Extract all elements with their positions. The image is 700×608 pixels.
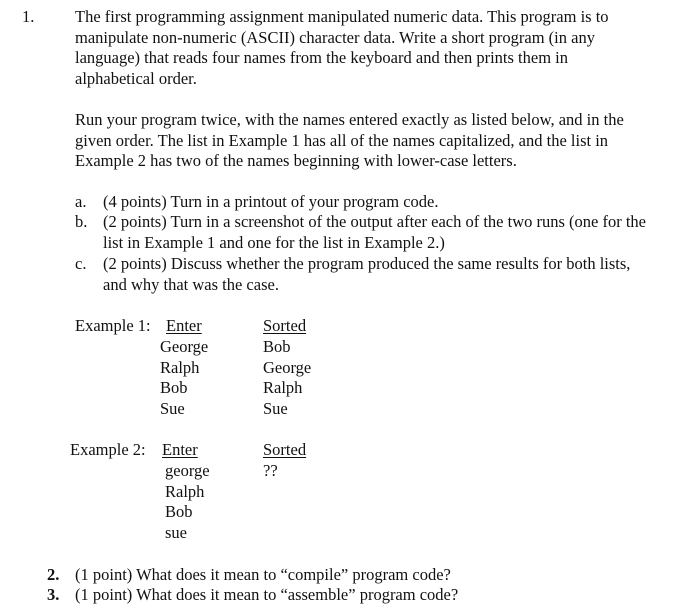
paragraph-line: language) that reads four names from the keyboard and then prints them in bbox=[75, 48, 569, 67]
question-1-paragraph-2 bbox=[75, 110, 624, 172]
part-line: (2 points) Discuss whether the program produced the same results for both lists, bbox=[103, 254, 631, 273]
list-item: ?? bbox=[263, 461, 278, 480]
paragraph-line: given order. The list in Example 1 has all of the names capitalized, and the list in bbox=[75, 130, 609, 150]
part-c-text bbox=[103, 254, 630, 295]
part-c-label: c. bbox=[75, 254, 87, 273]
part-a-text bbox=[103, 192, 438, 213]
paragraph-line: Example 2 has two of the names beginning with lower-case letters. bbox=[75, 151, 517, 170]
list-item: Bob bbox=[263, 337, 291, 356]
list-item: Bob bbox=[165, 502, 193, 521]
paragraph-line: manipulate non-numeric (ASCII) character data. Write a short program (in any bbox=[75, 27, 595, 47]
example-2-sorted-header: Sorted bbox=[263, 440, 307, 459]
example-2-enter-list bbox=[165, 461, 210, 543]
question-1-paragraph-1 bbox=[75, 7, 609, 89]
part-line: and why that was the case. bbox=[103, 274, 279, 294]
example-2-enter-header: Enter bbox=[162, 440, 198, 459]
example-1-label: Example 1: bbox=[75, 316, 151, 335]
list-item: Ralph bbox=[263, 378, 303, 397]
part-line: list in Example 1 and one for the list in Example 2.) bbox=[103, 232, 445, 252]
question-2-number: 2. bbox=[47, 565, 60, 584]
paragraph-line: Run your program twice, with the names entered exactly as listed below, and in the bbox=[75, 110, 624, 129]
part-a-label: a. bbox=[75, 192, 87, 211]
list-item: George bbox=[263, 357, 312, 377]
list-item: Bob bbox=[160, 378, 188, 397]
part-b-text bbox=[103, 212, 646, 253]
list-item: sue bbox=[165, 522, 187, 542]
list-item: Sue bbox=[160, 398, 185, 418]
paragraph-line: alphabetical order. bbox=[75, 68, 197, 88]
question-3-number: 3. bbox=[47, 585, 60, 604]
list-item: Ralph bbox=[160, 357, 200, 377]
list-item: Sue bbox=[263, 398, 288, 418]
example-2-label: Example 2: bbox=[70, 440, 146, 459]
paragraph-line: The first programming assignment manipulated numeric data. This program is to bbox=[75, 7, 609, 26]
list-item: George bbox=[160, 337, 209, 356]
question-2-text: (1 point) What does it mean to “compile” program code? bbox=[75, 565, 451, 584]
question-3-text: (1 point) What does it mean to “assemble” program code? bbox=[75, 585, 459, 604]
example-2-sorted-list bbox=[263, 461, 278, 482]
part-line: (4 points) Turn in a printout of your program code. bbox=[103, 192, 439, 211]
example-1-enter-header: Enter bbox=[166, 316, 202, 335]
part-b-label: b. bbox=[75, 212, 88, 231]
part-line: (2 points) Turn in a screenshot of the output after each of the two runs (one for the bbox=[103, 212, 646, 231]
list-item: george bbox=[165, 461, 210, 480]
list-item: Ralph bbox=[165, 481, 205, 501]
example-1-enter-list bbox=[160, 337, 208, 419]
example-1-sorted-list bbox=[263, 337, 311, 419]
question-1-number: 1. bbox=[22, 7, 35, 26]
example-1-sorted-header: Sorted bbox=[263, 316, 307, 335]
